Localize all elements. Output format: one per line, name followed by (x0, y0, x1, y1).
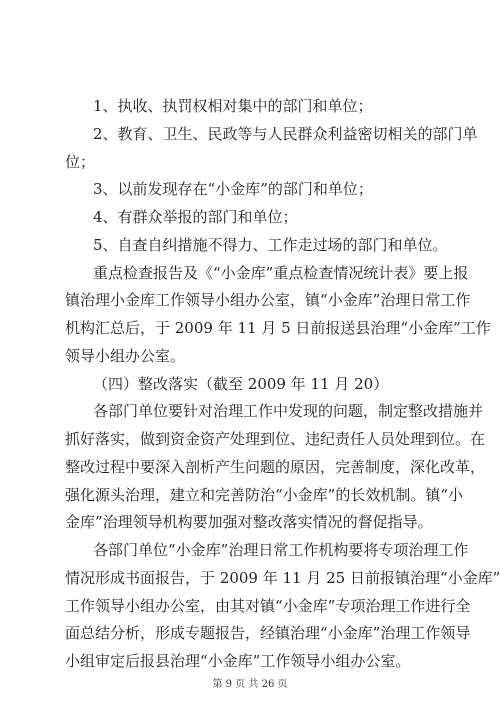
section-heading: （四）整改落实（截至 2009 年 11 月 20） (93, 375, 389, 393)
paragraph-line: 情况形成书面报告，于 2009 年 11 月 25 日前报镇治理“小金库” (65, 569, 500, 587)
list-item: 1、执收、执罚权相对集中的部门和单位； (93, 97, 373, 115)
paragraph-line: 工作领导小组办公室，由其对镇“小金库”专项治理工作进行全 (65, 597, 471, 615)
paragraph-line: 面总结分析，形成专题报告，经镇治理“小金库”治理工作领导 (65, 624, 471, 642)
paragraph-line: 整改过程中要深入剖析产生问题的原因，完善制度，深化改革， (65, 458, 486, 476)
list-item: 2、教育、卫生、民政等与人民群众利益密切相关的部门单 (93, 125, 478, 143)
paragraph-line: 镇治理小金库工作领导小组办公室，镇“小金库”治理日常工作 (65, 291, 471, 309)
paragraph-line: 各部门单位要针对治理工作中发现的问题，制定整改措施并 (93, 402, 484, 420)
paragraph-line: 强化源头治理，建立和完善防治“小金库”的长效机制。镇“小 (65, 486, 464, 504)
paragraph-line: 机构汇总后，于 2009 年 11 月 5 日前报送县治理“小金库”工作 (65, 319, 491, 337)
paragraph-line: 领导小组办公室。 (65, 347, 186, 365)
paragraph-line: 小组审定后报县治理“小金库”工作领导小组办公室。 (65, 652, 411, 670)
list-item: 3、以前发现存在“小金库”的部门和单位； (93, 180, 373, 198)
list-item: 4、有群众举报的部门和单位； (93, 208, 298, 226)
page-number-footer: 第 9 页 共 26 页 (212, 679, 288, 690)
paragraph-line: 金库”治理领导机构要加强对整改落实情况的督促指导。 (65, 513, 433, 531)
list-item: 5、自查自纠措施不得力、工作走过场的部门和单位。 (93, 236, 448, 254)
paragraph-line: 各部门单位“小金库”治理日常工作机构要将专项治理工作 (93, 541, 469, 559)
paragraph-line: 重点检查报告及《“小金库”重点检查情况统计表》要上报 (93, 264, 469, 282)
list-item-continuation: 位； (65, 153, 96, 171)
paragraph-line: 抓好落实，做到资金资产处理到位、违纪责任人员处理到位。在 (65, 430, 486, 448)
